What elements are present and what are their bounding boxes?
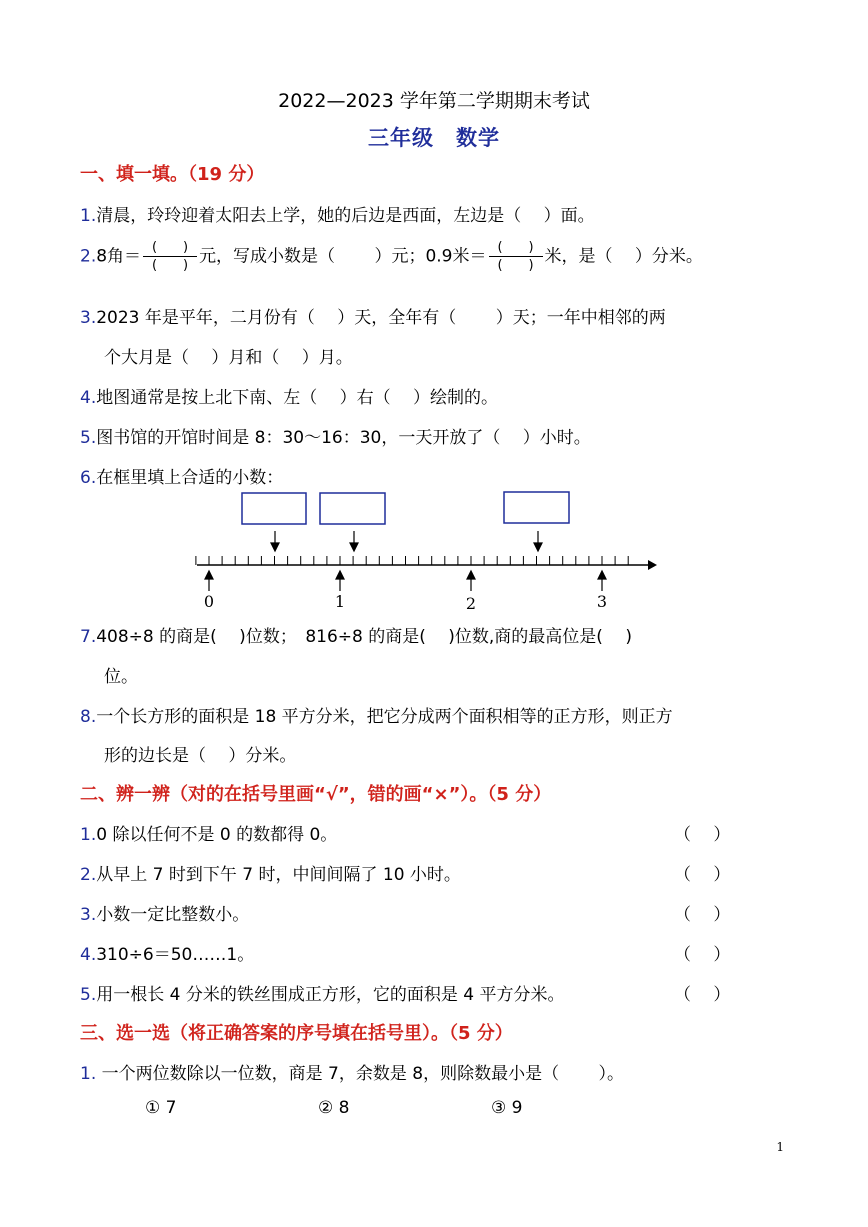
section-1-heading: 一、填一填。（19 分）	[80, 164, 265, 185]
question-text: 一个长方形的面积是 18 平方分米，把它分成两个面积相等的正方形，则正方	[96, 707, 673, 727]
answer-paren-3[interactable]: （ ）	[674, 905, 731, 925]
question-number: 2.	[80, 865, 97, 885]
fraction-blank	[143, 240, 197, 273]
judge-item-2	[80, 860, 461, 885]
axis-arrow-head	[648, 560, 657, 570]
judge-item-1	[80, 820, 337, 845]
question-text-b: 元，写成小数是（ ）元；0.9米＝	[199, 246, 487, 267]
option-3[interactable]: ③ 9	[491, 1098, 523, 1118]
question-number: 1.	[80, 1064, 97, 1084]
number-line-ticks	[196, 556, 628, 565]
answer-box-1[interactable]	[242, 493, 306, 524]
question-1-8	[80, 702, 673, 727]
exam-subtitle: 三年级 数学	[368, 126, 500, 150]
question-1-4	[80, 383, 498, 408]
number-line-label-1: 1	[334, 592, 346, 611]
choice-question-1	[80, 1059, 624, 1084]
judge-item-5	[80, 980, 564, 1005]
answer-paren-5[interactable]: （ ）	[674, 985, 731, 1005]
question-number: 8.	[80, 707, 97, 727]
question-number: 1.	[80, 206, 97, 226]
question-text: 地图通常是按上北下南、左（ ）右（ ）绘制的。	[96, 388, 499, 408]
question-number: 7.	[80, 627, 97, 647]
box-pointer-arrows	[271, 531, 542, 551]
fraction-blank	[489, 240, 543, 273]
question-number: 5.	[80, 428, 97, 448]
question-1-2	[80, 240, 703, 273]
number-line-label-3: 3	[596, 592, 608, 611]
fraction-denominator: ( )	[497, 258, 534, 273]
question-text: 在框里填上合适的小数：	[96, 468, 284, 488]
fraction-numerator: ( )	[489, 240, 543, 257]
question-number: 3.	[80, 308, 97, 328]
question-1-7	[80, 622, 632, 647]
question-number: 5.	[80, 985, 97, 1005]
question-text: 图书馆的开馆时间是 8：30～16：30，一天开放了（ ）小时。	[96, 428, 591, 448]
question-number: 3.	[80, 905, 97, 925]
answer-box-3[interactable]	[504, 492, 569, 523]
answer-box-2[interactable]	[320, 493, 385, 524]
section-3-heading: 三、选一选（将正确答案的序号填在括号里）。（5 分）	[80, 1023, 513, 1044]
answer-paren-2[interactable]: （ ）	[674, 865, 731, 885]
question-text: 408÷8 的商是( )位数； 816÷8 的商是( )位数,商的最高位是( )	[96, 627, 632, 647]
question-number: 4.	[80, 388, 97, 408]
number-line-label-2: 2	[465, 594, 477, 613]
question-text: 310÷6＝50……1。	[96, 945, 255, 965]
question-text: 一个两位数除以一位数，商是 7，余数是 8，则除数最小是（ ）。	[96, 1064, 624, 1084]
number-line-figure	[180, 485, 680, 615]
option-2[interactable]: ② 8	[318, 1098, 350, 1118]
label-arrows	[205, 571, 606, 591]
question-number: 2.	[80, 246, 97, 267]
fraction-denominator: ( )	[151, 258, 189, 273]
question-text: 0 除以任何不是 0 的数都得 0。	[96, 825, 338, 845]
question-text: 用一根长 4 分米的铁丝围成正方形，它的面积是 4 平方分米。	[96, 985, 565, 1005]
question-text-a: 8角＝	[96, 246, 142, 267]
question-1-5	[80, 423, 591, 448]
question-1-8-cont: 形的边长是（ ）分米。	[104, 746, 297, 766]
number-line-label-0: 0	[203, 592, 215, 611]
answer-paren-1[interactable]: （ ）	[674, 825, 731, 845]
question-number: 4.	[80, 945, 97, 965]
question-1-3	[80, 303, 666, 328]
question-text-c: 米，是（ ）分米。	[544, 246, 703, 267]
question-number: 6.	[80, 468, 97, 488]
question-text: 从早上 7 时到下午 7 时，中间间隔了 10 小时。	[96, 865, 461, 885]
question-1-7-cont: 位。	[104, 667, 138, 687]
judge-item-3	[80, 900, 249, 925]
answer-paren-4[interactable]: （ ）	[674, 945, 731, 965]
question-text: 清晨，玲玲迎着太阳去上学，她的后边是西面，左边是（ ）面。	[96, 206, 595, 226]
option-1[interactable]: ① 7	[145, 1098, 177, 1118]
fraction-numerator: ( )	[143, 240, 197, 257]
question-number: 1.	[80, 825, 97, 845]
page-number: 1	[776, 1140, 784, 1154]
question-1-1	[80, 201, 595, 226]
question-text: 2023 年是平年，二月份有（ ）天，全年有（ ）天；一年中相邻的两	[96, 308, 666, 328]
question-1-3-cont: 个大月是（ ）月和（ ）月。	[104, 348, 353, 368]
judge-item-4	[80, 940, 254, 965]
section-2-heading: 二、辨一辨（对的在括号里画“√”，错的画“×”）。（5 分）	[80, 784, 552, 805]
question-text: 小数一定比整数小。	[96, 905, 250, 925]
exam-title: 2022—2023 学年第二学期期末考试	[278, 90, 590, 112]
